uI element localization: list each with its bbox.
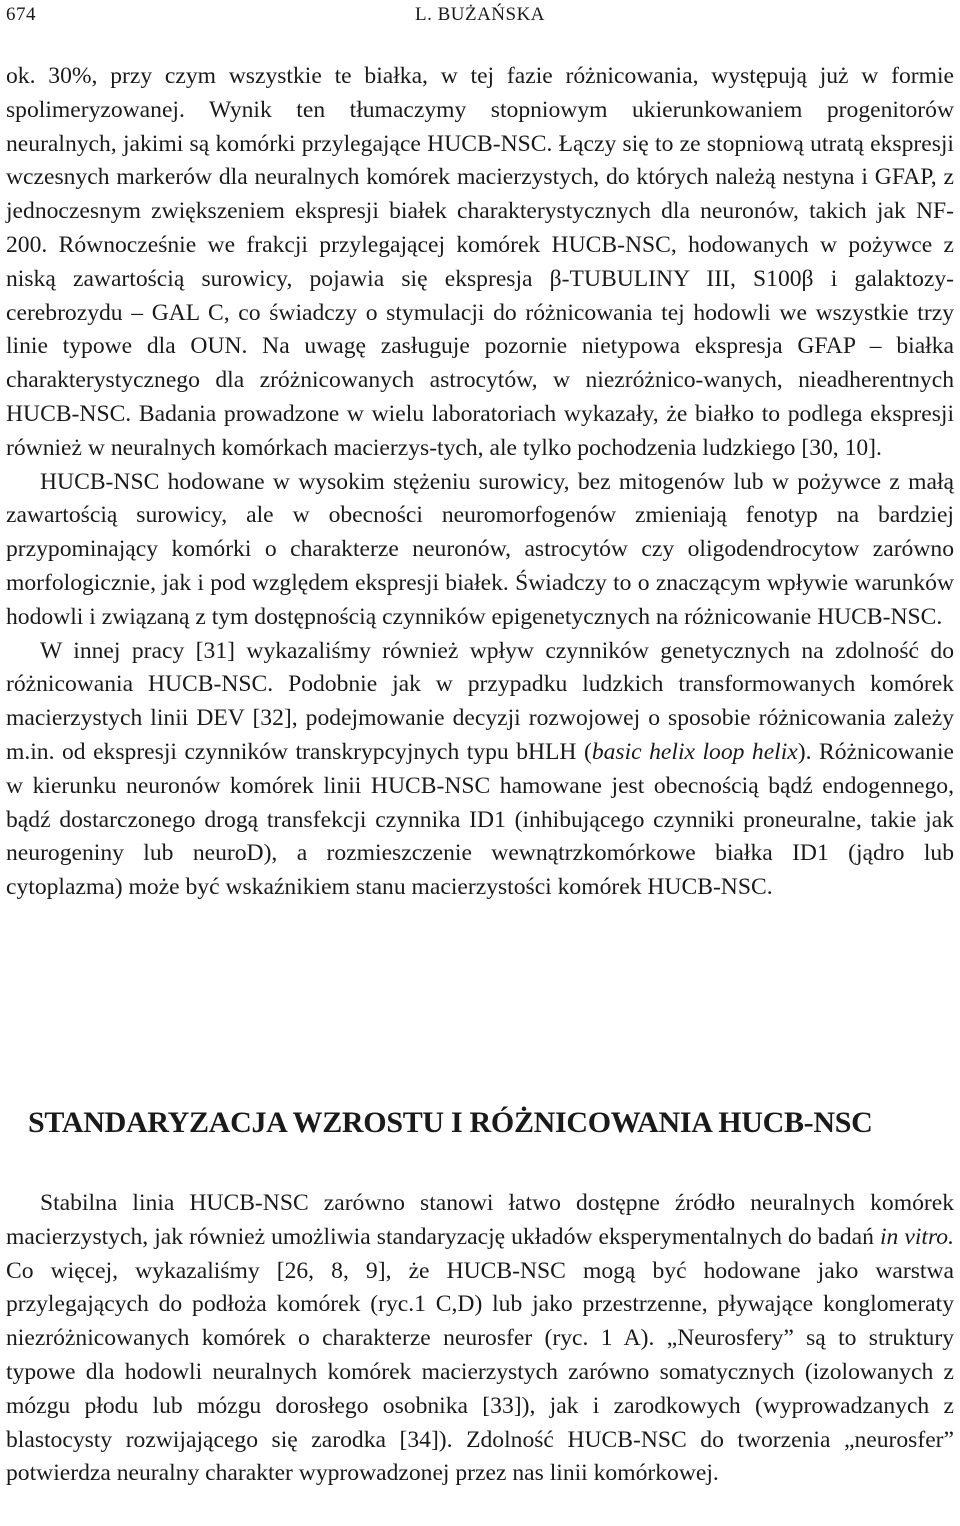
paragraph-2 xyxy=(6,466,954,635)
paragraph-text: W innej pracy [31] wykazaliśmy również wpływ czynników genetycznych na zdolność do różnicowania HUCB-NSC. Podobnie jak w przypadku ludzkich transformowanych komórek macierzystych linii DEV [32], podejmowanie decyzji rozwojowej o sposobie różnicowania zależy m.in. od ekspresji czynników transkrypcyjnych typu bHLH ( xyxy=(6,637,954,765)
body-text-block xyxy=(6,60,954,905)
section-heading: STANDARYZACJA WZROSTU I RÓŻNICOWANIA HUCB-NSC xyxy=(28,1106,873,1139)
paragraph-text: ok. 30%, przy czym wszystkie te białka, w tej fazie różnicowania, występują już w formie spolimeryzowanej. Wynik ten tłumaczymy stopniowym ukierunkowaniem progenitorów neuralnych, jakimi są komórki przylegające HUCB-NSC. Łączy się to ze stopniową utratą ekspresji wczesnych markerów dla neuralnych komórek macierzystych, do których należą nestyna i GFAP, z jednoczesnym zwiększeniem ekspresji białek charakterystycznych dla neuronów, takich jak NF-200. Równocześnie we frakcji przylegającej komórek HUCB-NSC, hodowanych w pożywce z niską zawartością surowicy, pojawia się ekspresja β-TUBULINY III, S100β i galaktozy-cerebrozydu – GAL C, co świadczy o stymulacji do różnicowania tej hodowli we wszystkie trzy linie typowe dla OUN. Na uwagę zasługuje pozornie nietypowa ekspresja GFAP – białka charakterystycznego dla zróżnicowanych astrocytów, w niezróżnico-wanych, nieadherentnych HUCB-NSC. Badania prowadzone w wielu laboratoriach wykazały, że białko to podlega ekspresji również w neuralnych komórkach macierzys-tych, ale tylko pochodzenia ludzkiego [30, 10]. xyxy=(6,63,954,461)
paragraph-text: Co więcej, wykazaliśmy [26, 8, 9], że HUCB-NSC mogą być hodowane jako warstwa przylegających do podłoża komórek (ryc.1 C,D) lub jako przestrzenne, pływające konglomeraty niezróżnicowanych komórek o charakterze neurosfer (ryc. 1 A). „Neurosfery” są to struktury typowe dla hodowli neuralnych komórek macierzystych zarówno somatycznych (izolowanych z mózgu płodu lub mózgu dorosłego osobnika [33]), jak i zarodkowych (wyprowadzanych z blastocysty rozwijającego się zarodka [34]). Zdolność HUCB-NSC do tworzenia „neurosfer” potwierdza neuralny charakter wyprowadzonej przez nas linii komórkowej. xyxy=(6,1257,954,1487)
italic-term: basic helix loop helix xyxy=(591,738,798,765)
section-body-text xyxy=(6,1187,954,1491)
page-number: 674 xyxy=(6,4,36,25)
paragraph-text: ). Różnicowanie w kierunku neuronów komórek linii HUCB-NSC hamowane jest obecnością bądź endogennego, bądź dostarczonego drogą transfekcji czynnika ID1 (inhibującego czynniki proneuralne, takie jak neurogeniny lub neuroD), a rozmieszczenie wewnątrzkomórkowe białka ID1 (jądro lub cytoplazma) może być wskaźnikiem stanu macierzystości komórek HUCB-NSC. xyxy=(6,738,954,901)
paragraph-3 xyxy=(6,635,954,905)
running-head-author: L. BUŻAŃSKA xyxy=(414,4,546,25)
paragraph-1 xyxy=(6,60,954,466)
paragraph-text: Stabilna linia HUCB-NSC zarówno stanowi łatwo dostępne źródło neuralnych komórek macierzystych, jak również umożliwia standaryzację układów eksperymentalnych do badań xyxy=(6,1190,954,1250)
paragraph-text: HUCB-NSC hodowane w wysokim stężeniu surowicy, bez mitogenów lub w pożywce z małą zawartością surowicy, ale w obecności neuromorfogenów zmieniają fenotyp na bardziej przypominający komórki o charakterze neuronów, astrocytów czy oligodendrocytow zarówno morfologicznie, jak i pod względem ekspresji białek. Świadczy to o znaczącym wpływie warunków hodowli i związaną z tym dostępnością czynników epigenetycznych na różnicowanie HUCB-NSC. xyxy=(6,468,954,630)
italic-term: in vitro. xyxy=(880,1223,954,1250)
section-paragraph xyxy=(6,1187,954,1491)
running-head xyxy=(6,4,954,32)
